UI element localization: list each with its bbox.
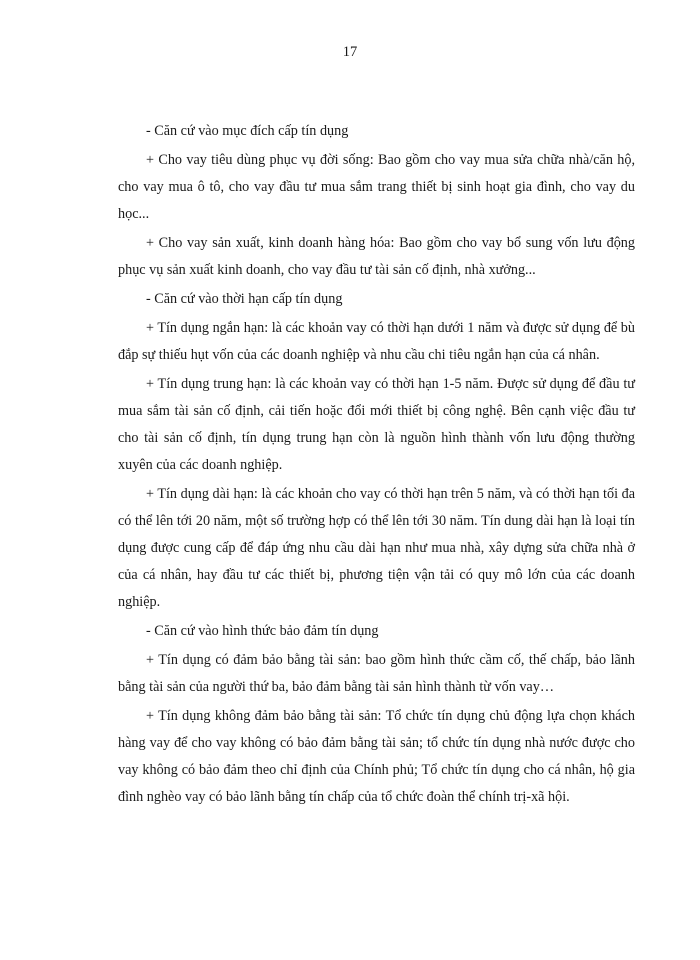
paragraph-long-term: + Tín dụng dài hạn: là các khoản cho vay có thời hạn trên 5 năm, và có thời hạn tối đa có thể lên tới 20 năm, một số trường hợp có thể lên tới 30 năm. Tín dung dài hạn là loại tín dụng được cung cấp để đáp ứng nhu cầu dài hạn như mua nhà, xây dựng sửa chữa nhà ở của cá nhân, hay đầu tư các thiết bị, phương tiện vận tải có quy mô lớn của các doanh nghiệp.	[118, 486, 635, 610]
paragraph-unsecured: + Tín dụng không đảm bảo bằng tài sản: Tổ chức tín dụng chủ động lựa chọn khách hàng vay để cho vay không có bảo đảm bằng tài sản; tổ chức tín dụng nhà nước được cho vay không có bảo đảm theo chỉ định của Chính phủ; Tổ chức tín dụng cho cá nhân, hộ gia đình nghèo vay có bảo lãnh bằng tín chấp của tổ chức đoàn thể chính trị-xã hội.	[118, 708, 635, 805]
paragraph-consumer-loans: + Cho vay tiêu dùng phục vụ đời sống: Bao gồm cho vay mua sửa chữa nhà/căn hộ, cho vay mua ô tô, cho vay đầu tư mua sắm trang thiết bị sinh hoạt gia đình, cho vay du học...	[118, 152, 635, 222]
page-number: 17	[342, 44, 358, 60]
document-body	[118, 118, 635, 813]
paragraph-secured: + Tín dụng có đảm bảo bằng tài sản: bao gồm hình thức cầm cố, thế chấp, bảo lãnh bằng tài sản của người thứ ba, bảo đảm bằng tài sản hình thành từ vốn vay…	[118, 652, 635, 695]
paragraph-business-loans: + Cho vay sản xuất, kinh doanh hàng hóa: Bao gồm cho vay bổ sung vốn lưu động phục vụ sản xuất kinh doanh, cho vay đầu tư tài sản cố định, nhà xưởng...	[118, 235, 635, 278]
heading-purpose: - Căn cứ vào mục đích cấp tín dụng	[146, 123, 349, 139]
heading-term: - Căn cứ vào thời hạn cấp tín dụng	[146, 291, 343, 307]
heading-collateral: - Căn cứ vào hình thức bảo đảm tín dụng	[146, 623, 379, 639]
paragraph-short-term: + Tín dụng ngắn hạn: là các khoản vay có thời hạn dưới 1 năm và được sử dụng để bù đắp sự thiếu hụt vốn của các doanh nghiệp và nhu cầu chi tiêu ngắn hạn của cá nhân.	[118, 320, 635, 363]
paragraph-medium-term: + Tín dụng trung hạn: là các khoản vay có thời hạn 1-5 năm. Được sử dụng để đầu tư mua sắm tài sản cố định, cải tiến hoặc đổi mới thiết bị công nghệ. Bên cạnh việc đầu tư cho tài sản cố định, tín dụng trung hạn còn là nguồn hình thành vốn lưu động thường xuyên của các doanh nghiệp.	[118, 376, 635, 473]
